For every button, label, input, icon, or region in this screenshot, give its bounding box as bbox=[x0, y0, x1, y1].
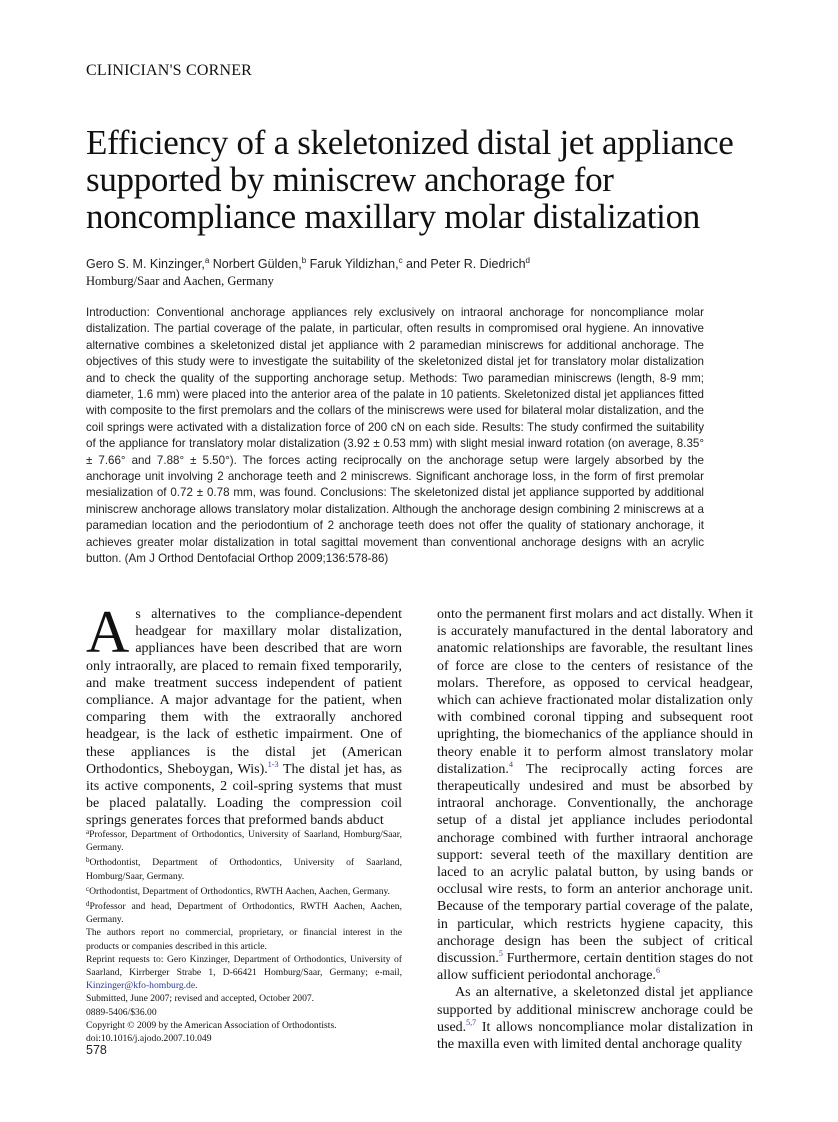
footnote-c bbox=[86, 883, 402, 898]
author-mark: c bbox=[398, 256, 403, 265]
title-line-3: noncompliance maxillary molar distalization bbox=[86, 197, 700, 236]
citation-link[interactable]: 5 bbox=[498, 949, 503, 959]
citation-link[interactable]: 1-3 bbox=[267, 759, 279, 769]
abstract: Introduction: Conventional anchorage appliances rely exclusively on intraoral anchorage for noncompliance molar distalization. The partial coverage of the palate, in particular, often results in compromised oral hygiene. An innovative alternative combines a skeletonized distal jet appliance with 2 paramedian miniscrews for additional anchorage. The objectives of this study were to investigate the suitability of the skeletonized distal jet for translatory molar distalization and to check the quality of the supporting anchorage setup. Methods: Two paramedian miniscrews (length, 8-9 mm; diameter, 1.6 mm) were placed into the anterior area of the palate in 10 patients. Skeletonized distal jet appliances fitted with composite to the first premolars and the collars of the miniscrews were used for bilateral molar distalization, and the coil springs were activated with a distalization force of 200 cN on each side. Results: The study confirmed the suitability of the appliance for translatory molar distalization (3.92 ± 0.53 mm) with slight mesial inward rotation (on average, 8.35° ± 7.66° and 7.88° ± 5.50°). The forces acting reciprocally on the anchorage setup were largely absorbed by the anchorage unit involving 2 anchorage teeth and 2 miniscrews. Significant anchorage loss, in the form of first premolar mesialization of 0.72 ± 0.78 mm, was found. Conclusions: The skeletonized distal jet appliance supported by additional miniscrew anchorage allows translatory molar distalization. Although the anchorage design combining 2 miniscrews at a paramedian location and the periodontium of 2 anchorage teeth does not offer the quality of stationary anchorage, it achieves greater molar distalization in total sagittal movement than conventional anchorage designs with an acrylic button. (Am J Orthod Dentofacial Orthop 2009;136:578-86) bbox=[86, 306, 704, 566]
footnotes bbox=[86, 826, 402, 1045]
author-name: and Peter R. Diedrich bbox=[402, 257, 526, 271]
body-paragraph bbox=[437, 984, 753, 1053]
footnote-mark: b bbox=[86, 856, 90, 865]
issn: 0889-5406/$36.00 bbox=[86, 1006, 157, 1018]
body-paragraph bbox=[437, 606, 753, 984]
title-line-2: supported by miniscrew anchorage for bbox=[86, 160, 614, 199]
reprint-text: Reprint requests to: Gero Kinzinger, Department of Orthodontics, University of Saarland, Kirrberger Strabe 1, D-66421 Homburg/Saar, Germany; e-mail, bbox=[86, 953, 402, 979]
page-number: 578 bbox=[86, 1043, 107, 1057]
footnote-a bbox=[86, 826, 402, 854]
author-mark: a bbox=[204, 256, 210, 265]
author-name: Gero S. M. Kinzinger, bbox=[86, 257, 205, 271]
footnote-text: Professor and head, Department of Orthodontics, RWTH Aachen, Aachen, Germany. bbox=[86, 901, 402, 926]
author-mark: b bbox=[301, 256, 307, 265]
email-link[interactable]: Kinzinger@kfo-homburg.de bbox=[86, 980, 196, 992]
disclosure: The authors report no commercial, proprietary, or financial interest in the products or companies described in this article. bbox=[86, 927, 402, 952]
punctuation: . bbox=[195, 980, 198, 992]
footnote-mark: a bbox=[86, 828, 90, 836]
author-location: Homburg/Saar and Aachen, Germany bbox=[86, 274, 274, 288]
body-text: As an alternative, a skeletonzed distal jet appliance supported by additional miniscrew anchorage could be used. bbox=[437, 985, 753, 1035]
author-list bbox=[86, 256, 530, 271]
body-text: It allows noncompliance molar distalization in the maxilla even with limited dental anchorage quality bbox=[437, 1019, 753, 1053]
author-name: Norbert Gülden, bbox=[209, 257, 302, 271]
doi: doi:10.1016/j.ajodo.2007.10.049 bbox=[86, 1033, 212, 1045]
body-text: The distal jet has, as its active components, 2 coil-spring systems that must be placed palatally. Loading the compression coil springs generates forces that preformed bands abduct bbox=[86, 761, 402, 829]
footnote-mark: d bbox=[86, 900, 90, 909]
citation-link[interactable]: 5,7 bbox=[466, 1017, 477, 1027]
title-line-1: Efficiency of a skeletonized distal jet appliance bbox=[86, 123, 734, 162]
body-text: onto the permanent first molars and act distally. When it is accurately manufactured in the dental laboratory and anatomic relationships are favorable, the resultant lines of force are close to the centers of resistance of the molars. Therefore, as opposed to cervical headgear, which can achieve fractionated molar distalization only with combined coronal tipping and subsequent root uprighting, the biomechanics of the appliance should in theory enable it to perform almost translatory molar distalization. bbox=[437, 607, 753, 777]
footnote-d bbox=[86, 898, 402, 926]
footnote-b bbox=[86, 854, 402, 882]
body-text: Furthermore, certain dentition stages do not allow sufficient periodontal anchorage. bbox=[437, 951, 753, 984]
drop-cap: A bbox=[86, 599, 130, 665]
body-column-right bbox=[437, 606, 753, 1053]
body-text: The reciprocally acting forces are therapeutically undesired and must be absorbed by intraoral anchorage. Conventionally, the anchorage setup of a distal jet appliance includes periodontal anchorage combined with further intraoral anchorage support: several teeth of the maxillary dentition are laced to an acrylic palatal button, by using bands or occlusal wire rests, to form an anterior anchorage unit. Because of the temporary partial coverage of the palate, in particular, which restricts hygiene capacity, this anchorage design has been the subject of critical discussion. bbox=[437, 761, 753, 967]
author-name: Faruk Yildizhan, bbox=[306, 257, 399, 271]
citation-link[interactable]: 6 bbox=[656, 966, 660, 976]
body-paragraph bbox=[86, 599, 402, 830]
footnote-text: Orthodontist, Department of Orthodontics, RWTH Aachen, Aachen, Germany. bbox=[89, 885, 391, 897]
body-text: s alternatives to the compliance-dependent headgear for maxillary molar distalization, appliances have been described that are worn only intraorally, are placed to remain fixed temporarily, and make treatment success independent of patient compliance. A major advantage for the patient, when comparing them with the extraorally anchored headgear, is the lack of esthetic impairment. One of these appliances is the distal jet (American Orthodontics, Sheboygan, Wis). bbox=[86, 607, 402, 777]
footnote-mark: c bbox=[86, 884, 90, 893]
author-mark: d bbox=[525, 256, 530, 265]
submission-dates: Submitted, June 2007; revised and accepted, October 2007. bbox=[86, 993, 315, 1005]
body-column-left bbox=[86, 599, 402, 830]
citation-link[interactable]: 4 bbox=[508, 759, 513, 769]
section-label: CLINICIAN'S CORNER bbox=[86, 62, 253, 79]
reprint-requests bbox=[86, 953, 402, 993]
footnote-text: Orthodontist, Department of Orthodontics, University of Saarland, Homburg/Saar, Germany. bbox=[86, 857, 402, 882]
footnote-text: Professor, Department of Orthodontics, University of Saarland, Homburg/Saar, Germany. bbox=[86, 829, 402, 854]
copyright: Copyright © 2009 by the American Association of Orthodontists. bbox=[86, 1019, 337, 1031]
article-title bbox=[86, 124, 786, 235]
